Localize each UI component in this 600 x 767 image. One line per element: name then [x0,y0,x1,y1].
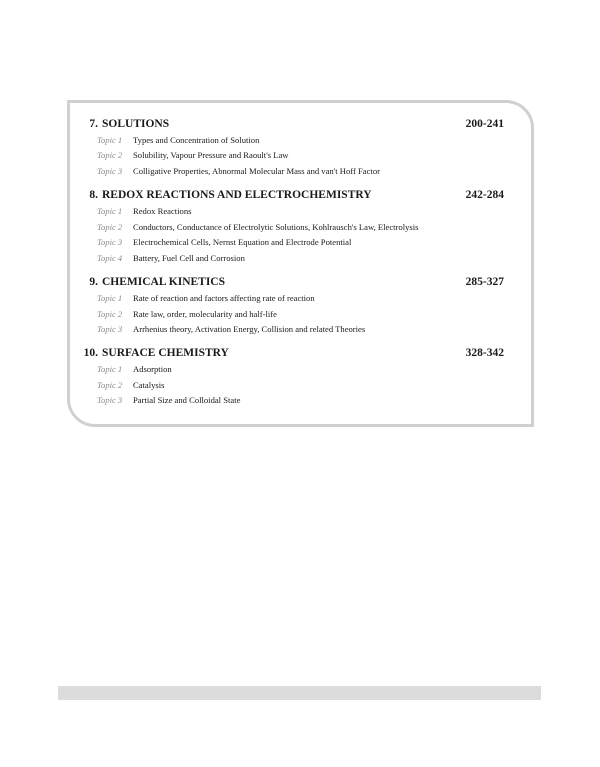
topic-item [80,132,504,148]
topic-text: Catalysis [133,379,165,390]
chapter-pages: 328-342 [465,346,504,359]
topic-label: Topic 3 [97,165,123,176]
chapter-title: CHEMICAL KINETICS [102,275,226,288]
topic-label: Topic 1 [97,364,123,375]
topic-label: Topic 1 [97,134,123,145]
topic-label: Topic 4 [97,252,123,263]
chapter-section [80,186,504,265]
topic-item [80,203,504,219]
chapter-title: SURFACE CHEMISTRY [102,346,229,359]
topic-label: Topic 3 [97,395,123,406]
topic-item [80,234,504,250]
topic-label: Topic 2 [97,379,123,390]
topic-text: Conductors, Conductance of Electrolytic Solutions, Kohlrausch's Law, Electrolysis [133,221,419,232]
chapter-pages: 200-241 [465,117,504,130]
topic-item [80,361,504,377]
topic-label: Topic 2 [97,221,123,232]
topic-label: Topic 3 [97,324,123,335]
chapter-number: 7. [89,117,98,130]
topic-text: Rate of reaction and factors affecting rate of reaction [133,292,315,303]
chapter-heading [80,344,504,361]
chapter-title: SOLUTIONS [102,117,170,130]
table-of-contents [80,115,504,416]
topic-text: Types and Concentration of Solution [133,134,260,145]
chapter-number: 9. [89,275,98,288]
topic-text: Partial Size and Colloidal State [133,395,241,406]
topic-item [80,219,504,235]
chapter-section [80,115,504,179]
footer-bar [58,686,541,700]
chapter-number: 8. [89,188,98,201]
chapter-heading [80,273,504,290]
topic-text: Rate law, order, molecularity and half-life [133,308,277,319]
topic-item [80,306,504,322]
topic-text: Arrhenius theory, Activation Energy, Collision and related Theories [133,324,366,335]
topic-item [80,163,504,179]
topic-label: Topic 2 [97,150,123,161]
topic-text: Colligative Properties, Abnormal Molecular Mass and van't Hoff Factor [133,165,380,176]
chapter-pages: 285-327 [465,275,504,288]
topic-item [80,321,504,337]
chapter-title: REDOX REACTIONS AND ELECTROCHEMISTRY [102,188,372,201]
topic-item [80,250,504,266]
chapter-section [80,273,504,337]
topic-text: Solubility, Vapour Pressure and Raoult's Law [133,150,289,161]
topic-text: Battery, Fuel Cell and Corrosion [133,252,245,263]
topic-item [80,148,504,164]
topic-label: Topic 3 [97,237,123,248]
topic-item [80,290,504,306]
topic-text: Electrochemical Cells, Nernst Equation and Electrode Potential [133,237,352,248]
topic-item [80,393,504,409]
chapter-heading [80,115,504,132]
topic-label: Topic 1 [97,206,123,217]
topic-text: Adsorption [133,364,172,375]
topic-item [80,377,504,393]
topic-label: Topic 1 [97,292,123,303]
topic-text: Redox Reactions [133,206,192,217]
topic-label: Topic 2 [97,308,123,319]
chapter-number: 10. [83,346,98,359]
chapter-section [80,344,504,408]
chapter-pages: 242-284 [465,188,504,201]
chapter-heading [80,186,504,203]
